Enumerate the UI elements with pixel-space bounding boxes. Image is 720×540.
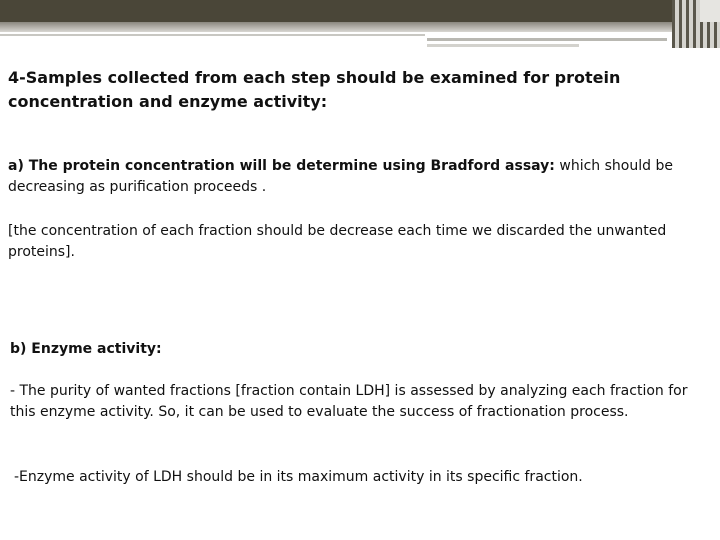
header-accent-line	[427, 38, 667, 41]
enzyme-activity-label: b) Enzyme activity:	[10, 341, 162, 357]
header-bar	[0, 0, 700, 22]
protein-concentration-label: a) The protein concentration will be determine using Bradford assay:	[8, 158, 555, 174]
concentration-note: [the concentration of each fraction should be decrease each time we discarded the unwanted proteins].	[8, 223, 667, 260]
protein-concentration-paragraph	[8, 156, 708, 198]
protein-concentration-text: which should be decreasing as purification proceeds .	[8, 158, 673, 195]
enzyme-activity-paragraph: -Enzyme activity of LDH should be in its maximum activity in its specific fraction.	[14, 469, 583, 485]
slide-heading: 4-Samples collected from each step should be examined for protein concentration and enzyme activity:	[8, 68, 621, 111]
header-corner	[700, 0, 720, 22]
header-shade	[0, 22, 700, 32]
header-divider-line	[0, 34, 425, 36]
purity-paragraph: - The purity of wanted fractions [fraction contain LDH] is assessed by analyzing each fraction for this enzyme activity. So, it can be used to evaluate the success of fractionation process.	[10, 383, 688, 420]
header-accent-line-short	[427, 44, 579, 47]
